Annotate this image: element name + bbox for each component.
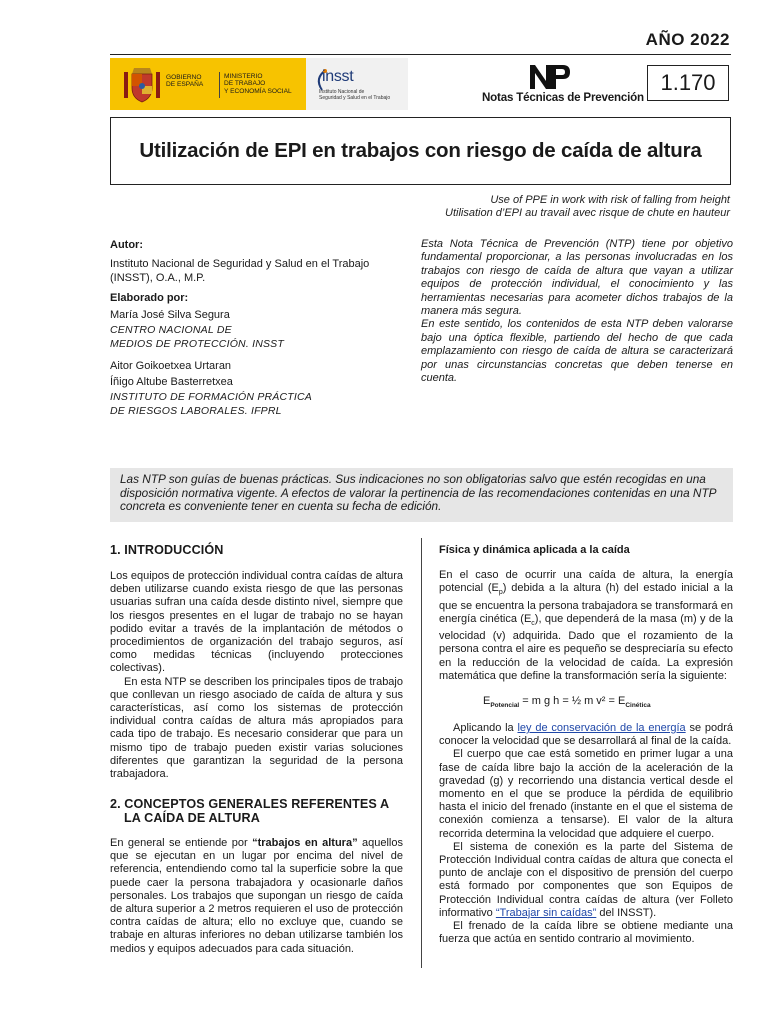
text-run: ) debida a la altura (h) del estado inicial a la que se encuentra la persona trabajadora se transformará en energía cinética (E	[439, 582, 733, 625]
prepared-label-text: Elaborado por:	[110, 292, 189, 304]
abstract	[421, 238, 733, 385]
gov-line: DE ESPAÑA	[166, 81, 204, 89]
ministry-label	[224, 73, 292, 95]
subtitle-french: Utilisation d’EPI au travail avec risque de chute en hauteur	[445, 207, 730, 219]
institution-line: INSTITUTO DE FORMACIÓN PRÁCTICA	[110, 391, 313, 403]
heading-line: 2. CONCEPTOS GENERALES REFERENTES A	[110, 797, 390, 811]
body-paragraph: Los equipos de protección individual contra caídas de altura deben utilizarse cuando exista riesgo de que las personas usuarias sufran una caída desde distinto nivel, siempre que los riesgos presentes en el lugar de trabajo no se hayan podido evitar a través de la implantación de métodos o procedimientos de organización del trabajo seguros, así como medidas técnicas (incluyendo protecciones colectivas).	[110, 570, 403, 675]
column-divider	[421, 538, 422, 968]
document-title-box	[110, 117, 731, 185]
fisica-text-continued	[439, 722, 733, 946]
text-run: se podrá conocer la velocidad que se desarrollará al final de la caída.	[439, 722, 733, 748]
formula-part: = m g h = ½ m v² = E	[519, 695, 626, 707]
conceptos-text	[110, 837, 403, 956]
header-rule	[110, 54, 731, 55]
subscript: p	[498, 589, 503, 597]
gov-line: GOBIERNO	[166, 74, 202, 81]
institution-ifprl	[110, 391, 410, 418]
ministry-line: Y ECONOMÍA SOCIAL	[224, 87, 292, 95]
energy-formula	[483, 695, 651, 709]
banner-divider	[219, 72, 220, 98]
insst-subtitle	[319, 89, 390, 101]
author-name: María José Silva Segura	[110, 309, 230, 321]
fisica-text	[439, 569, 733, 683]
edition-year: AÑO 2022	[645, 30, 730, 49]
formula-subscript: Potencial	[490, 702, 520, 710]
author-label	[110, 239, 410, 253]
subtitle-english: Use of PPE in work with risk of falling from height	[490, 194, 730, 206]
body-paragraph: El frenado de la caída libre se obtiene mediante una fuerza que actúa en sentido contrario al movimiento.	[439, 920, 733, 946]
subsection-heading-fisica: Física y dinámica aplicada a la caída	[439, 544, 630, 556]
body-paragraph	[439, 722, 733, 748]
institution-cnmp	[110, 324, 410, 351]
institution-line: CENTRO NACIONAL DE	[110, 324, 232, 336]
text-run: En el caso de ocurrir una caída de altura, la energía potencial (E	[439, 569, 733, 595]
insst-sub-line: Seguridad y Salud en el Trabajo	[319, 95, 391, 101]
text-run: El sistema de conexión es la parte del Sistema de Protección Individual contra caídas de altura que conecta el punto de anclaje con el dispositivo de prensión del cuerpo está formado por componentes que son Equipos de Protección Individual contra caídas de altura (ver Folleto informativo	[439, 840, 733, 919]
government-label	[166, 74, 203, 89]
series-title: Notas Técnicas de Prevención	[482, 91, 644, 104]
body-paragraph	[110, 837, 403, 956]
text-run: del INSST).	[596, 906, 657, 919]
insst-sub-line: Instituto Nacional de	[319, 89, 365, 95]
text-run: En general se entiende por	[110, 837, 253, 849]
ntp-logo-icon	[530, 65, 570, 89]
section-heading-introduccion: 1. INTRODUCCIÓN	[110, 543, 224, 557]
disclaimer-note: Las NTP son guías de buenas prácticas. Sus indicaciones no son obligatorias salvo que estén recogidas en una disposición normativa vigente. A efectos de valorar la pertinencia de las recomendaciones contenidas en una NTP concreta es conveniente tener en cuenta su fecha de edición.	[110, 468, 733, 522]
body-paragraph: En esta NTP se describen los principales tipos de trabajo que conllevan un riesgo asociado de caída de altura y sus características, así como los sistemas de protección individual contra caídas de altura más apropiados para cada tipo de trabajo. Es necesario considerar que para un mismo tipo de trabajo pueden existir varias soluciones diferentes que garantizan la seguridad de la persona trabajadora.	[110, 675, 403, 781]
body-paragraph	[439, 569, 733, 683]
trabajar-sin-caidas-link[interactable]: “Trabajar sin caídas”	[495, 906, 597, 919]
subscript: c	[531, 619, 535, 627]
coat-of-arms-icon	[120, 62, 164, 106]
formula-subscript: Cinética	[625, 702, 651, 710]
institution-line: DE RIESGOS LABORALES. IFPRL	[110, 404, 282, 417]
institution-banner	[110, 58, 408, 110]
insst-wordmark: insst	[322, 68, 354, 85]
author-label-text: Autor:	[110, 239, 143, 251]
author-org: Instituto Nacional de Seguridad y Salud en el Trabajo (INSST), O.A., M.P.	[110, 258, 370, 284]
government-banner	[110, 58, 306, 110]
document-title: Utilización de EPI en trabajos con riesgo de caída de altura	[139, 139, 702, 162]
formula-part: E	[483, 695, 491, 707]
author-name: Aitor Goikoetxea Urtaran	[110, 360, 232, 372]
text-run: Aplicando la	[453, 722, 518, 734]
energy-conservation-link[interactable]: ley de conservación de la energía	[517, 722, 686, 734]
author-name: Íñigo Altube Basterretxea	[110, 376, 233, 388]
abstract-paragraph: En este sentido, los contenidos de esta NTP deben valorarse bajo una óptica flexible, partiendo del hecho de que cada emplazamiento con riesgo de caída de altura se caracterizará por unas circunstancias concretas que deben tenerse en cuenta.	[421, 318, 733, 385]
text-run: ), que dependerá de la masa (m) y de la velocidad (v) adquirida. Dado que el rozamiento de la persona contra el aire es pequeño se despreciaría su efecto en la reducción de la velocidad de caída. La expresión matemática que define la transformación sería la siguiente:	[439, 612, 734, 682]
ministry-line: MINISTERIO	[224, 73, 263, 80]
heading-line: LA CAÍDA DE ALTURA	[124, 811, 260, 825]
section-heading-conceptos	[110, 797, 410, 825]
prepared-by-label	[110, 292, 410, 306]
abstract-paragraph: Esta Nota Técnica de Prevención (NTP) tiene por objetivo fundamental proporcionar, a las personas involucradas en los trabajos con riesgo de caída de altura que vayan a utilizar equipos de protección individual, el conocimiento y las herramientas necesarias para acometer dichos trabajos de la manera más segura.	[421, 238, 733, 318]
intro-text	[110, 570, 403, 781]
ntp-number: 1.170	[647, 65, 729, 101]
ministry-line: DE TRABAJO	[224, 80, 266, 88]
insst-logo	[312, 66, 408, 110]
text-run: aquellos que se ejecutan en un lugar por encima del nivel de referencia, entendiendo como tal la superficie sobre la que puede caer la persona trabajadora y ocasionarle daños personales. Los trabajos que supongan un riesgo de caída de altura superior a 2 metros requieren el uso de protección contra caídas de altura; ello no excluye que, cuando se trabaje en alturas inferiores no deban utilizarse también los medios y equipos adecuados para cada situación.	[110, 837, 403, 955]
institution-line: MEDIOS DE PROTECCIÓN. INSST	[110, 337, 284, 350]
body-paragraph	[439, 841, 733, 920]
body-paragraph: El cuerpo que cae está sometido en primer lugar a una fase de caída libre bajo la acción de la aceleración de la gravedad (g) y recorriendo una distancia vertical desde el momento en el que se produce la pérdida de equilibrio hasta el inicio del frenado (instante en el que el sistema de conexión comienza a tensarse). El valor de la altura recorrida determina la velocidad que adquiere el cuerpo.	[439, 748, 733, 840]
bold-term: “trabajos en altura”	[252, 837, 358, 849]
